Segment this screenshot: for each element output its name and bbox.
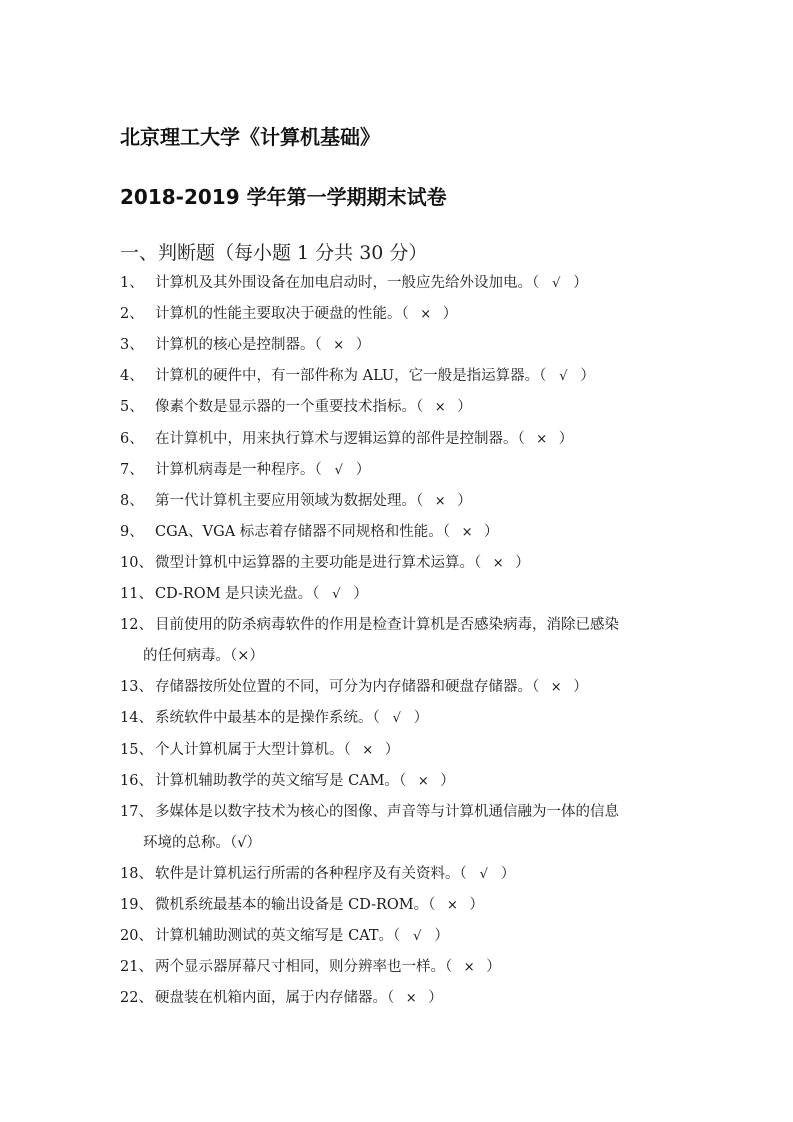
question-number: 3、 (120, 337, 144, 354)
question-item (120, 548, 530, 579)
question-number: 7、 (120, 461, 144, 478)
answer-paren-close: ） (486, 959, 501, 976)
answer-paren-close: ） (246, 834, 261, 851)
question-item (120, 299, 457, 330)
answer-paren-close: ） (355, 337, 371, 354)
question-text: 硬盘装在机箱内面，属于内存储器。（ (155, 990, 395, 1007)
question-text: 目前使用的防杀病毒软件的作用是检查计算机是否感染病毒，消除已感染 (155, 617, 619, 634)
answer-paren-close: ） (500, 865, 516, 882)
question-number: 19、 (120, 897, 153, 913)
cross-mark-icon: × (333, 338, 345, 354)
question-number: 9、 (120, 523, 144, 540)
answer-paren-close: ） (355, 461, 371, 478)
question-text: 计算机的核心是控制器。（ (155, 337, 322, 354)
answer-paren-close: ） (469, 897, 484, 913)
cross-mark-icon: × (405, 991, 417, 1007)
cross-mark-icon: × (536, 431, 548, 447)
answer-paren-close: ） (457, 492, 472, 509)
check-mark-icon: √ (479, 866, 488, 882)
question-text: 计算机辅助教学的英文缩写是 CAM。（ (155, 772, 407, 789)
question-item (120, 766, 455, 797)
answer-paren-close: ） (249, 648, 264, 665)
question-item (120, 921, 449, 952)
question-text: 第一代计算机主要应用领域为数据处理。（ (155, 492, 424, 509)
question-text-continued: 环境的总称。（ (143, 834, 238, 851)
cross-mark-icon: × (492, 555, 504, 571)
question-item (120, 952, 501, 983)
check-mark-icon: √ (413, 929, 422, 945)
question-text: 计算机的硬件中，有一部件称为 ALU，它一般是指运算器。（ (155, 368, 547, 385)
question-item (120, 735, 399, 766)
question-item (120, 455, 370, 486)
question-number: 4、 (120, 368, 144, 385)
answer-paren-close: ） (558, 430, 574, 447)
check-mark-icon: √ (332, 587, 341, 602)
cross-mark-icon: × (420, 307, 432, 323)
answer-paren-close: ） (442, 306, 458, 323)
document-title: 北京理工大学《计算机基础》 (120, 125, 380, 149)
question-item (120, 703, 428, 734)
cross-mark-icon: × (362, 742, 374, 758)
question-text: 多媒体是以数字技术为核心的图像、声音等与计算机通信融为一体的信息 (155, 803, 619, 820)
question-item (120, 890, 484, 921)
question-text: 计算机辅助测试的英文缩写是 CAT。（ (155, 928, 401, 945)
answer-paren-close: ） (353, 586, 368, 602)
question-text: 微机系统最基本的输出设备是 CD-ROM。（ (155, 897, 436, 913)
question-number: 17、 (120, 803, 153, 820)
question-number: 10、 (120, 554, 153, 571)
question-item (120, 983, 443, 1014)
question-item (120, 268, 588, 299)
cross-mark-icon: × (237, 648, 250, 665)
question-number: 22、 (120, 990, 153, 1007)
question-text: 微型计算机中运算器的主要功能是进行算术运算。（ (155, 554, 482, 571)
question-item (120, 330, 370, 361)
cross-mark-icon: × (463, 960, 475, 976)
answer-paren-close: ） (515, 554, 530, 571)
question-text: 在计算机中，用来执行算术与逻辑运算的部件是控制器。（ (155, 430, 525, 447)
question-text: 两个显示器屏幕尺寸相同，则分辨率也一样。（ (155, 959, 453, 976)
answer-paren-close: ） (580, 368, 595, 385)
answer-paren-close: ） (384, 741, 400, 758)
question-text: CD-ROM 是只读光盘。（ (155, 586, 320, 602)
question-item (120, 486, 472, 517)
answer-paren-close: ） (484, 523, 499, 540)
cross-mark-icon: × (434, 493, 446, 509)
question-item (120, 579, 368, 610)
cross-mark-icon: × (550, 680, 562, 696)
question-number: 1、 (120, 275, 144, 291)
check-mark-icon: √ (559, 369, 568, 385)
question-item (120, 392, 472, 423)
question-item (120, 859, 515, 890)
question-text: 计算机及其外围设备在加电启动时，一般应先给外设加电。（ (155, 275, 540, 291)
question-item (120, 424, 573, 455)
question-text: 个人计算机属于大型计算机。（ (155, 741, 351, 758)
question-number: 8、 (120, 492, 144, 509)
question-text: 软件是计算机运行所需的各种程序及有关资料。（ (155, 865, 467, 882)
question-number: 11、 (120, 586, 153, 602)
question-text: 计算机的性能主要取决于硬盘的性能。（ (155, 306, 409, 323)
question-text: CGA、VGA 标志着存储器不同规格和性能。（ (155, 523, 451, 540)
answer-paren-close: ） (573, 275, 588, 291)
check-mark-icon: √ (237, 834, 247, 851)
question-item (120, 797, 619, 828)
document-subtitle: 2018-2019 学年第一学期期末试卷 (120, 185, 447, 209)
question-number: 15、 (120, 741, 153, 758)
question-item (120, 672, 588, 703)
question-item (120, 610, 619, 641)
question-text: 系统软件中最基本的是操作系统。（ (155, 710, 380, 727)
check-mark-icon: √ (334, 462, 343, 478)
question-text: 像素个数是显示器的一个重要技术指标。（ (155, 399, 424, 416)
check-mark-icon: √ (392, 711, 401, 727)
question-number: 21、 (120, 959, 153, 976)
answer-paren-close: ） (440, 772, 455, 789)
cross-mark-icon: × (434, 400, 446, 416)
question-item (120, 361, 595, 392)
answer-paren-close: ） (457, 399, 472, 416)
question-number: 2、 (120, 306, 144, 323)
cross-mark-icon: × (417, 773, 429, 789)
section-heading: 一、判断题（每小题 1 分共 30 分） (120, 242, 428, 264)
question-continuation (143, 641, 264, 672)
question-text-continued: 的任何病毒。（ (143, 648, 238, 665)
question-number: 14、 (120, 710, 153, 727)
question-text: 存储器按所处位置的不同，可分为内存储器和硬盘存储器。（ (155, 679, 540, 696)
question-item (120, 517, 499, 548)
check-mark-icon: √ (552, 276, 561, 291)
question-text: 计算机病毒是一种程序。（ (155, 461, 322, 478)
answer-paren-close: ） (428, 990, 443, 1007)
answer-paren-close: ） (573, 679, 588, 696)
question-number: 12、 (120, 617, 153, 634)
question-number: 16、 (120, 772, 153, 789)
cross-mark-icon: × (461, 524, 473, 540)
question-number: 13、 (120, 679, 153, 696)
cross-mark-icon: × (446, 898, 458, 913)
question-number: 6、 (120, 430, 144, 447)
question-continuation (143, 828, 261, 859)
answer-paren-close: ） (434, 928, 449, 945)
question-number: 5、 (120, 399, 144, 416)
question-number: 18、 (120, 865, 153, 882)
answer-paren-close: ） (413, 710, 429, 727)
question-number: 20、 (120, 928, 153, 945)
